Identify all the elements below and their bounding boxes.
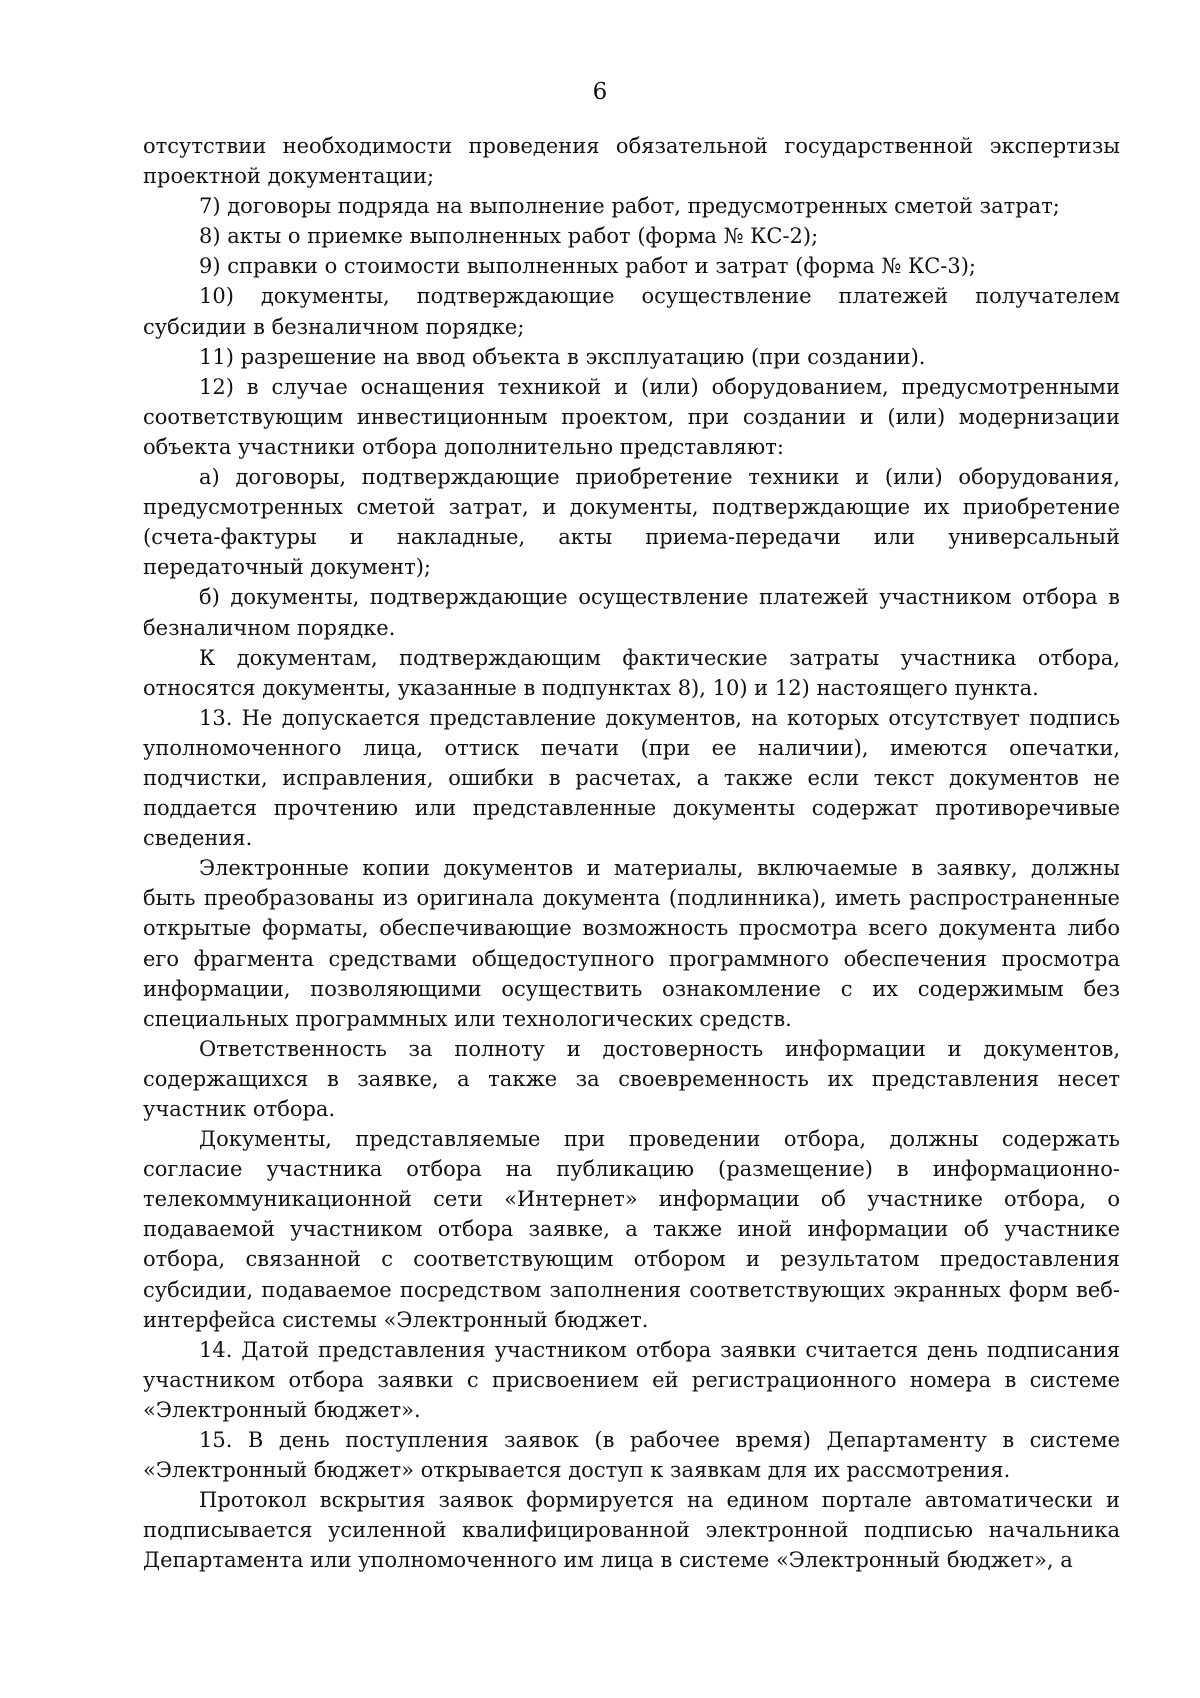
paragraph-item-8: 8) акты о приемке выполненных работ (форма № КС-2); <box>199 224 819 249</box>
paragraph-actual-costs: К документам, подтверждающим фактические затраты участника отбора, относятся документы, указанные в подпунктах 8), 10) и 12) настоящего пункта. <box>143 645 1120 700</box>
paragraph-consent: Документы, представляемые при проведении отбора, должны содержать согласие участника отбора на публикацию (размещение) в информационно-телекоммуникационной сети «Интернет» информации об участнике отбора, о подаваемой участником отбора заявке, а также иной информации об участнике отбора, связанной с соответствующим отбором и результатом предоставления субсидии, подаваемое посредством заполнения соответствующих экранных форм веб-интерфейса системы «Электронный бюджет. <box>143 1127 1120 1332</box>
paragraph-responsibility: Ответственность за полноту и достоверность информации и документов, содержащихся в заявке, а также за своевременность их представления несет участник отбора. <box>143 1036 1120 1121</box>
paragraph-item-9: 9) справки о стоимости выполненных работ и затрат (форма № КС-3); <box>199 254 976 279</box>
paragraph-item-10: 10) документы, подтверждающие осуществление платежей получателем субсидии в безналичном порядке; <box>143 284 1120 339</box>
paragraph-opening-protocol: Протокол вскрытия заявок формируется на едином портале автоматически и подписывается усиленной квалифицированной электронной подписью начальника Департамента или уполномоченного им лица в системе «Электронный бюджет», а <box>143 1488 1120 1573</box>
paragraph-item-12: 12) в случае оснащения техникой и (или) оборудованием, предусмотренными соответствующим инвестиционным проектом, при создании и (или) модернизации объекта участники отбора дополнительно представляют: <box>143 374 1120 459</box>
paragraph-section-14: 14. Датой представления участником отбора заявки считается день подписания участником отбора заявки с присвоением ей регистрационного номера в системе «Электронный бюджет». <box>143 1337 1120 1422</box>
paragraph-continuation: отсутствии необходимости проведения обязательной государственной экспертизы проектной документации; <box>143 134 1120 189</box>
paragraph-item-12b: б) документы, подтверждающие осуществление платежей участником отбора в безналичном порядке. <box>143 585 1120 640</box>
page-number: 6 <box>592 79 608 105</box>
paragraph-item-12a: а) договоры, подтверждающие приобретение техники и (или) оборудования, предусмотренных сметой затрат, и документы, подтверждающие их приобретение (счета-фактуры и накладные, акты приема-передачи или универсальный передаточный документ); <box>143 465 1120 580</box>
paragraph-electronic-copies: Электронные копии документов и материалы, включаемые в заявку, должны быть преобразованы из оригинала документа (подлинника), иметь распространенные открытые форматы, обеспечивающие возможность просмотра всего документа либо его фрагмента средствами общедоступного программного обеспечения просмотра информации, позволяющими осуществить ознакомление с их содержимым без специальных программных или технологических средств. <box>143 856 1120 1031</box>
paragraph-section-15: 15. В день поступления заявок (в рабочее время) Департаменту в системе «Электронный бюджет» открывается доступ к заявкам для их рассмотрения. <box>143 1428 1120 1483</box>
paragraph-item-7: 7) договоры подряда на выполнение работ, предусмотренных сметой затрат; <box>199 194 1060 219</box>
paragraph-item-11: 11) разрешение на ввод объекта в эксплуатацию (при создании). <box>199 344 926 369</box>
paragraph-section-13: 13. Не допускается представление документов, на которых отсутствует подпись уполномоченного лица, оттиск печати (при ее наличии), имеются опечатки, подчистки, исправления, ошибки в расчетах, а также если текст документов не поддается прочтению или представленные документы содержат противоречивые сведения. <box>143 705 1120 851</box>
document-body <box>143 131 1120 1576</box>
